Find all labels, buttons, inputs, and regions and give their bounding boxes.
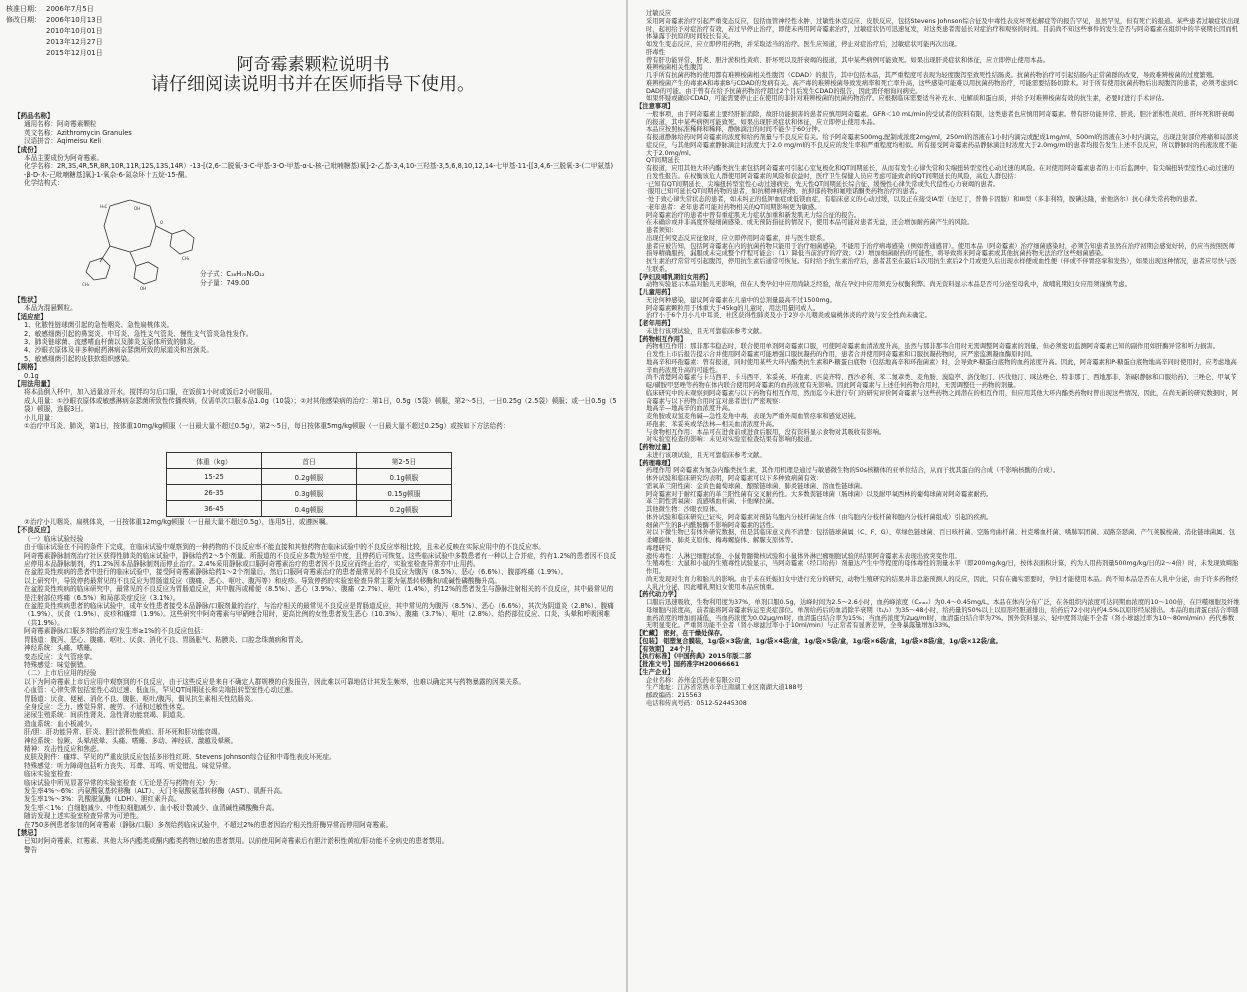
revision-date-row	[6, 26, 103, 37]
paragraph: 采用阿奇霉素治疗引起严重变态反应，包括血管神经性水肿、过敏性休克反应、皮肤反应，包括Stevens Johnson综合征及中毒性表皮坏死松解症等的报告罕见，虽然罕见，但有死亡的报道。某些患者过敏症状出现时，起初给予对症治疗有效，若过早停止治疗，即使未再用阿奇霉素治疗，过敏症状仍可迅速复发，对这类患者需延长对症治疗和观察的时间。目前尚不知这些事件的发生是否与阿奇霉素在组织中的半衰期长因而机体暴露于抗原的时间较长有关。	[646, 17, 1240, 41]
paragraph: 全身反应：乏力、感觉异常、疲劳、不适和过敏性休克。	[24, 702, 189, 711]
paragraph: 抗生素治疗常常可引起腹泻，停用抗生素后通常可恢复。有时给予抗生素治疗后，患者甚至在最后1次用抗生素后2个月或更久后出现水样便或血性便（伴或不伴胃痉挛和发热），如果出现这种情况，患者应尽快与医生联系。	[646, 258, 1237, 273]
revision-date-value: 2015年12月01日	[46, 49, 103, 57]
paragraph: 曾有肝功能异常、肝炎、胆汁淤积性黄疸、肝坏死以及肝衰竭的报道，其中某些病例可能致死。如果出现肝炎症状和体征，应立即停止使用本品。	[646, 56, 1049, 64]
section-header: 【孕妇及哺乳期妇女用药】	[636, 273, 712, 281]
paragraph: 体外试验和临床研究已证实，阿奇霉素对预防鸟胞内分枝杆菌复合体（由鸟胞内分枝杆菌和胞内分枝杆菌组成）引起的疾病。	[646, 513, 993, 521]
dose-table-header-cell: 体重（kg）	[167, 453, 262, 469]
paragraph: 体外试验和临床研究均表明，阿奇霉素可以下多种致病菌有效：	[646, 475, 823, 482]
right-column-text	[636, 10, 1240, 708]
table-row	[167, 485, 452, 501]
paragraph: 地高辛—地高辛的血浓度升高。	[646, 405, 735, 413]
section-header: 【适应症】	[14, 312, 47, 321]
document-title: 阿奇霉素颗粒说明书	[236, 55, 390, 75]
section-header: 【生产企业】	[636, 668, 674, 676]
revision-date-label: 修改日期：	[6, 16, 41, 24]
section-line: 成人用量：①沙眼衣原体或敏感淋病奈瑟菌所致性传播疾病，仅需单次口服本品1.0g（10袋）；②对其他感染病的治疗：第1日，0.5g（5袋）顿服，第2～5日，一日0.25g（2.5袋）顿服；或一日0.5g（5袋）顿服，连服3日。	[24, 396, 617, 414]
paragraph: 对实验室检查的影响：未见对实验室检查结果有影响的报道。	[646, 436, 817, 444]
revision-date-value: 2006年10月13日	[46, 16, 103, 24]
paragraph: 过敏反应	[646, 10, 672, 17]
paragraph: 麦角胺或双氢麦角碱—急性麦角中毒，表现为严重外周血管痉挛和感觉迟钝。	[646, 413, 861, 420]
name-section	[14, 112, 614, 188]
pinyin-name: 汉语拼音：Aqimeisu Keli	[24, 137, 102, 146]
paragraph: 阿奇霉素静脉制剂治疗社区获得性肺炎的临床试验中，静脉给药2～5个剂量。所报道的不良反应多数为轻至中度，且停药后可恢复。这些临床试验中多数患者有一种以上合并症，约有1.2%的患者因不良反应停用本品静脉制剂，约1.2%因本品静脉制剂而停止治疗。2.4%采用静脉或口服阿奇霉素治疗的患者因不良反应而终止治疗，实验室检查异常亦中止用药。	[24, 551, 617, 569]
paragraph: 邮政编码：215563	[646, 692, 702, 699]
paragraph: （二）上市后应用的经验	[24, 669, 97, 678]
section-header: 【用法用量】	[14, 380, 54, 389]
section-line: 3、肺炎链球菌、流感嗜血杆菌以及肺炎支原体所致的肺炎。	[24, 338, 200, 347]
paragraph: 动物实验显示本品对胎儿无影响，但在人类孕妇中应用尚缺乏经验，故在孕妇中应用须充分权衡利弊。尚无资料显示本品是否可分泌至母乳中，故哺乳期妇女应用须谨慎考虑。	[646, 281, 1131, 289]
paragraph: 本品应按照标准稀释和稀释，静脉滴注的时间不能少于60分钟。	[646, 126, 825, 134]
section-line: 2、敏感细菌引起的鼻窦炎、中耳炎、急性支气管炎、慢性支气管炎急性发作。	[24, 329, 253, 338]
paragraph: 在盆腔炎性疾病患者的临床试验中，成年女性患者接受本品静脉/口服剂量的治疗，与治疗相关的最常见不良反应是胃肠道反应，其中常见的为腹泻（8.5%）、恶心（6.6%），其次为阴道炎（2.8%）、腹痛（1.9%）、厌食（1.9%）、皮疹和瘙痒（1.9%）。这些研究中阿奇霉素与甲硝唑合用时，更高比例的女性患者发生恶心（10.3%）、腹痛（3.7%）、呕吐（2.8%）、给药部位反应、口炎、头晕和呼吸困难（共1.9%）。	[24, 602, 614, 627]
paragraph: 发生率1%～3%：乳酸脱氢酶（LDH）、胆红素升高。	[24, 795, 181, 804]
section-header: 【儿童用药】	[636, 289, 674, 296]
revision-date-value: 2013年12月27日	[46, 38, 103, 46]
paragraph: 无论何种感染，建议阿奇霉素在儿童中的总剂量最高不过1500mg。	[646, 296, 836, 304]
paragraph: 特殊感觉：听力障碍包括听力丧失、耳聋、耳鸣、听觉错乱、味觉异常。	[24, 761, 235, 770]
paragraph: 环孢素、苯妥英或华法林—相关血清浓度升高。	[646, 420, 779, 428]
paragraph: 已知对阿奇霉素、红霉素、其他大环内酯类或酮内酯类药物过敏的患者禁用。以前使用阿奇霉素后有胆汁淤积性黄疸/肝功能不全病史的患者禁用。	[24, 837, 449, 846]
pediatric-dose-table	[166, 452, 452, 517]
revision-date-label: 核准日期：	[6, 5, 41, 13]
paragraph: 如发生变态反应，应立即停用药物，并采取适当的治疗。医生应知道，停止对症治疗后，过敏症状可能再次出现。	[646, 41, 961, 48]
svg-text:H₃C: H₃C	[100, 204, 108, 209]
paragraph: 口服后迅速吸收，生物利用度为37%，单剂口服0.5g，达峰时间为2.5～2.6小时，血药峰浓度（Cₘₐₓ）为0.4～0.45mg/L。本品在体内分布广泛，在各组织内浓度可达同期血浓度的10～100倍，在巨噬细胞及纤维母细胞内浓度高，前者能将阿奇霉素转运至炎症部位。单剂给药后的血消除半衰期（t₁/₂）为35～48小时，给药量的50%以上以原形经胆道排出，给药后72小时内约4.5%以原形经尿排出。本品的血清蛋白结合率随血药浓度的增加而减低，当血药浓度为0.02μg/ml时，血清蛋白结合率为15%；当血药浓度为2μg/ml时，血清蛋白结合率为7%。国外资料显示，轻中度肾功能不全者（肾小球滤过率为10～80ml/min）药代参数无明显变化。严重肾功能不全者（肾小球滤过率小于10ml/min）与正常者有显著差异，全身暴露量增加33%。	[646, 599, 1240, 630]
section-line: 5、敏感细菌引起的皮肤软组织感染。	[24, 354, 134, 363]
paragraph: 对以下微生物已有体外研究数据，但是其临床意义尚不清楚：包括链球菌属（C、F、G）、草绿色链球菌、百日咳杆菌、空肠弯曲杆菌、杜克嗜血杆菌、嗜肺军团菌、双路奈瑟菌、产气荚膜梭菌、消化链球菌属、包柔螺旋体、肺炎支原体、梅毒螺旋体、解脲支原体等。	[646, 529, 1236, 544]
paragraph: 以下为阿奇霉素上市后应用中观察到的不良反应，由于这些反应是来自不确定人群规模的自发报告，因此难以可靠地估计其发生频率，也难以确定其与药物暴露的因果关系。	[24, 677, 526, 686]
table-cell: 26-35	[167, 485, 262, 501]
section-header: 【有效期】 24个月。	[636, 645, 698, 653]
revision-date-row	[6, 37, 103, 48]
paragraph: 难辨梭菌相关性腹泻	[646, 64, 703, 72]
paragraph: 泌尿生殖系统：间质性肾炎、急性肾功能衰竭、阴道炎。	[24, 711, 189, 720]
table-cell: 0.3g顿服	[262, 485, 357, 501]
table-cell: 15-25	[167, 469, 262, 485]
paragraph: 电话和传真号码：0512-52445308	[646, 699, 747, 707]
paragraph: 警告	[24, 845, 38, 854]
section-line: 本品为混悬颗粒。	[24, 304, 77, 313]
section-header: 【批准文号】国药准字H20066661	[636, 661, 740, 668]
section-header: 【包装】 铝塑复合膜装，1g/袋×3袋/盒，1g/袋×4袋/盒，1g/袋×5袋/盒，1g/袋×6袋/盒，1g/袋×8袋/盒，1g/袋×12袋/盒。	[636, 637, 1002, 645]
paragraph: 阿奇霉素治疗的患者中曾有重症肌无力症状加重和新发肌无力综合征的报告。	[646, 211, 861, 219]
paragraph: 出现任何变态反应征象时，应立即停用阿奇霉素，并与医生联系。	[646, 234, 829, 242]
svg-text:CH₃: CH₃	[182, 256, 190, 261]
paragraph: 神经系统：头痛、嗜睡。	[24, 644, 97, 653]
svg-text:OH: OH	[134, 206, 141, 211]
paragraph: 遗传毒性：人淋巴细胞试验、小鼠骨髓微核试验和小鼠体外淋巴瘤细胞试验的结果阿奇霉素未表现出致突变作用。	[646, 552, 961, 560]
table-cell: 0.2g顿服	[262, 469, 357, 485]
paragraph: 难辨梭菌产生的毒素A和毒素B与CDAD的发病有关。高产毒的难辨梭菌导致发病率和死亡率升高，这些感染可能难以用抗菌药物治疗，可能需要结肠切除术。对于所有使用抗菌药物后出现腹泻的患者，必须考虑到CDAD的可能。由于曾有在给予抗菌药物治疗超过2个月后发生CDAD的报告，因此需仔细询问病史。	[646, 79, 1238, 95]
revision-date-label	[6, 37, 46, 48]
section-header: 【药物过量】	[636, 444, 674, 451]
paragraph: 企业名称：苏州金氏药业有限公司	[646, 676, 741, 684]
paragraph: 未进行该项试验，且无可靠临床参考文献。	[646, 327, 766, 335]
table-cell: 0.1g顿服	[357, 469, 452, 485]
english-name: 英文名称：Azithromycin Granules	[24, 128, 132, 137]
paragraph: 与食物相互作用：本品可在进食前或进食后服用，没有资料显示食物对其吸收有影响。	[646, 428, 886, 436]
paragraph: 神经系统：惊厥、头晕/眩晕、头痛、嗜睡、多动、神经质、激越及晕厥。	[24, 736, 238, 745]
composition-text: 本品主要成份为阿奇霉素。	[24, 154, 104, 163]
molecular-info	[200, 270, 265, 288]
paragraph: 皮肤及附件：瘙痒、罕见的严重皮肤反应包括多形性红斑、Stevens Johnson综合征和中毒性表皮坏死症。	[24, 753, 336, 762]
chemical-name: 化学名称：2R,3S,4R,5R,8R,10R,11R,12S,13S,14R）-13-[(2,6-二脱氧-3-C-甲基-3-O-甲基-α-L-核-己吡喃糖基)氧]-2-乙基-3,4,10-三羟基-3,5,6,8,10,12,14-七甲基-11-[[3,4,6-三脱氧-3-(二甲氨基)-β-D-木-己吡喃糖基]氧]-1-氧杂-6-氮杂环十五烷-15-酮。	[24, 162, 614, 179]
paragraph: ·处于致心律失常状态的患者，如未纠正的低钾血症或低镁血症，有临床意义的心动过缓，以及正在接受IA型（奎尼丁，普鲁卡因胺）和III型（多非利特，胺碘达隆，索他洛尔）抗心律失常药物的患者。	[646, 196, 1202, 203]
left-sections	[14, 296, 618, 431]
paragraph: 在盆腔炎性疾病的临床研究中，最常见的不良反应为胃肠道反应，其中腹泻或稀便（8.5%）、恶心（3.9%）、腹痛（2.7%）、呕吐（1.4%），约12%的患者发生与静脉注射相关的不良反应，其中最常见的是注射部位疼痛（6.5%）和局部炎症反应（3.1%）。	[24, 585, 614, 602]
paragraph: 阿奇霉素静脉/口服多剂给药治疗发生率≥1%的不良反应包括：	[24, 627, 208, 636]
paragraph: 患者须知:	[646, 227, 674, 234]
section-header: 【药代动力学】	[636, 591, 681, 599]
paragraph: 以上研究中，导致停药最常见的不良反应为胃肠道反应（腹痛、恶心、呕吐、腹泻等）和皮疹。导致停药的实验室检查异常主要为氨基转移酶和/或碱性磷酸酶升高。	[24, 576, 501, 585]
section-header: 【禁忌】	[14, 829, 41, 838]
paragraph: 药理作用 阿奇霉素为氮杂内酯类抗生素，其作用机理是通过与敏感微生物的50s核糖体的亚单位结合，从而干扰其蛋白的合成（不影响核酸的合成）。	[646, 467, 1060, 475]
section-line: 0.1g	[24, 371, 39, 380]
paragraph: 变态反应：支气管痉挛。	[24, 652, 97, 661]
section-header: 【成份】	[14, 145, 41, 154]
dose-table-header-cell: 首日	[262, 453, 357, 469]
paragraph: 患者应被告知，包括阿奇霉素在内的抗菌药物只能用于治疗细菌感染，不能用于治疗病毒感染（例如普通感冒）。使用本品（阿奇霉素）治疗细菌感染时，必须告知患者虽然在治疗初期会感觉好转，仍应当按照医师指导精确服药，漏服或未完成整个疗程可能会：（1）降低当前治疗的疗效；（2）增加细菌耐药的可能性，将导致将来阿奇霉素或其他抗菌药物无法治疗这些细菌感染。	[646, 242, 1235, 258]
dose-table-header-cell: 第2-5日	[357, 453, 452, 469]
revision-date-value: 2010年10月01日	[46, 27, 103, 35]
section-header: 【贮藏】 密封，在干燥处保存。	[636, 630, 727, 637]
paragraph: 生产地址：江苏省常熟市辛庄南湖工业区南湖大道188号	[646, 684, 803, 692]
leaflet-right-page	[628, 0, 1247, 992]
molecular-formula: 分子式：C₃₈H₇₂N₂O₁₂	[200, 270, 265, 278]
section-line: 1、化脓性链球菌引起的急性咽炎、急性扁桃体炎。	[24, 321, 174, 330]
paragraph: 随访发现上述实验室检查异常为可逆性。	[24, 812, 143, 821]
paragraph: 临床实验室检查：	[24, 770, 77, 779]
document-subtitle: 请仔细阅读说明书并在医师指导下使用。	[151, 74, 475, 95]
section-header: 【药品名称】	[14, 112, 54, 120]
paragraph: 尚不清楚阿奇霉素与卡马西平、卡马西平、苯妥英、环孢素、匹莫齐特、西沙必利、苯二氮䓬类、麦角胺、溴隐亭、洛伐他汀、匹伐他汀、咪达唑仑、特非那丁、西地那非、茶碱(静脉和口服给药)、三唑仑、甲氧苄啶/磺胺甲恶唑等药物在体内联合使用阿奇霉素的血药浓度有无影响。因此阿奇霉素与上述任何药物合用时，无需调整任一药物的剂量。	[646, 374, 1237, 389]
structure-label: 化学结构式：	[24, 179, 64, 188]
generic-name: 通用名称：阿奇霉素颗粒	[24, 120, 97, 129]
section-line: 将本品倒入杯中，加入适量凉开水，搅拌均匀后口服，在饭前1小时或饭后2小时服用。	[24, 388, 277, 397]
svg-text:OH: OH	[140, 286, 147, 291]
table-cell: 0.4g顿服	[262, 501, 357, 517]
dose-table-header	[167, 453, 452, 469]
paragraph: 治疗小于6个月小儿中耳炎、社区获得性肺炎及小于2岁小儿咽炎或扁桃体炎的疗效与安全性尚未确定。	[646, 312, 932, 320]
paragraph: 特殊感觉：味觉倒错。	[24, 660, 90, 669]
paragraph: ②治疗小儿咽炎、扁桃体炎，一日按体重12mg/kg顿服（一日最大量不超过0.5g），连用5日，或遵医嘱。	[24, 518, 332, 526]
section-header: 【执行标准】《中国药典》2015年版二部	[636, 653, 752, 661]
molecular-weight: 分子量：749.00	[200, 279, 250, 287]
paragraph: 一般事项，由于阿奇霉素主要经肝脏消除，故肝功能损害的患者应慎用阿奇霉素。GFR＜10 mL/min的受试者的资料有限，这类患者也应慎用阿奇霉素。曾有肝功能异常、肝炎、胆汁淤积性黄疸、肝坏死和肝衰竭的报道，其中某些病例可能致死。如果出现肝炎症状和体征，应立即停止使用本品。	[646, 110, 1235, 126]
paragraph: 发生率4%～6%：丙氨酸氨基转移酶（ALT）、天门冬氨酸氨基转移酶（AST）、肌酐升高。	[24, 787, 287, 795]
svg-text:O: O	[160, 220, 164, 225]
paragraph: 在盆腔炎性疾病的患者中进行的临床试验中，接受阿奇霉素静脉给药1～2个剂量后，然后口服阿奇霉素治疗的患者最常见的不良反应为腹泻（8.5%）、恶心（6.6%）、腹部疼痛（1.9%）。	[24, 568, 568, 577]
chemical-structure-diagram	[80, 196, 200, 292]
section-header: 【药理毒理】	[636, 459, 674, 467]
revision-date-value: 2006年7月5日	[46, 5, 94, 13]
svg-text:CH₃: CH₃	[82, 282, 90, 287]
section-header: 【药物相互作用】	[636, 335, 687, 343]
table-cell: 0.15g顿服	[357, 485, 452, 501]
section-header: 【性状】	[14, 296, 41, 304]
paragraph: 其他微生物：沙眼衣原体。	[646, 506, 722, 513]
table-cell: 0.2g顿服	[357, 501, 452, 517]
paragraph: 精神：攻击性反应和焦虑。	[24, 744, 104, 753]
paragraph: 药物相互作用：那非那韦稳态时，联合使用单剂阿奇霉素口服，可使阿奇霉素血清浓度升高，虽然与那非那韦合用时无需调整阿奇霉素的剂量，但必须密切监测阿奇霉素已知的副作用如肝酶异常和听力损害。	[646, 343, 1220, 351]
paragraph: 生殖毒性：大鼠和小鼠的生殖毒性试验显示，当阿奇霉素（经口给药）剂量达产生中等程度的母体毒性的剂量水平（即200mg/kg/日，按体表面积计算，约为人用药剂量500mg/kg/日的2～4倍）时，未发现致畸胎作用。	[646, 560, 1239, 575]
section-header: 【不良反应】	[14, 526, 54, 535]
paragraph: 造血系统：血小板减少。	[24, 719, 97, 728]
paragraph: 未进行该项试验，且无可靠临床参考文献。	[646, 451, 766, 459]
paragraph: 阿奇霉素颗粒用于体重大于45kg的儿童时，用法用量同成人。	[646, 304, 820, 312]
section-line: 4、沙眼衣原体及非多种耐药淋病奈瑟菌所致的尿道炎和宫颈炎。	[24, 346, 213, 355]
paragraph: 胃肠道：厌食、便秘、消化不良、腹胀、呕吐/腹泻，偶见抗生素相关性结肠炎。	[24, 694, 258, 703]
paragraph: 尚无发现对生育力和胎儿的影响。由于未在妊娠妇女中进行充分的研究，动物生殖研究的结果并非总能预测人的反应，因此，只有在确实需要时，孕妇才能使用本品。尚不知本品是否在人乳中分泌，由于许多药物经人乳汁分泌，因此哺乳期妇女使用本品应慎重。	[646, 575, 1238, 591]
paragraph: （一）临床试验经验	[24, 534, 84, 543]
revision-date-row	[6, 4, 103, 15]
paragraph: 地高辛和环孢霉素：曾有报道，同时使用某些大环内酯类抗生素和P-糖蛋白底物（包括地高辛和环孢菌素）时，会导致P-糖蛋白底物的血药浓度升高。因此，阿奇霉素和P-糖蛋白底物地高辛同时使用时，应考虑地高辛血药浓度升高的可能性。	[646, 358, 1237, 374]
table-row	[167, 501, 452, 517]
section-header: 【规格】	[14, 363, 41, 372]
section-header: 【注意事项】	[636, 103, 674, 110]
paragraph: 肝/胆：肝功能异常、肝炎、胆汁淤积性黄疸、肝坏死和肝功能衰竭。	[24, 728, 225, 737]
paragraph: 毒理研究	[646, 544, 672, 552]
paragraph: 临床试验中所见显著异常的实验室检查（无论是否与药物有关）为：	[24, 778, 222, 787]
section-header: 【老年用药】	[636, 320, 674, 327]
paragraph: 由于临床试验在不同的条件下完成，在临床试验中观察到的一种药物的不良反应率不能直接和其他药物在临床试验中的不良反应率相比较，且未必反映在实际应用中的不良反应率。	[24, 543, 545, 552]
table-cell: 36-45	[167, 501, 262, 517]
revision-date-row	[6, 15, 103, 26]
paragraph: 临床研究中的未观察到阿奇霉素与以下药物有相互作用，然而迄今未进行专门的研究评价阿奇霉素与这些药物之间潜在的相互作用，但应用其他大环内酯类药物时曾出现这些情况，因此，在尚无新的研究数据时，阿奇霉素与以下药物合用时宜对患者进行严密观察：	[646, 389, 1238, 405]
paragraph: 在750多例患者参加的阿奇霉素（静脉/口服）多剂给药临床试验中，不超过2%的患者因治疗相关性肝酶异常而停用阿奇霉素。	[24, 820, 393, 829]
paragraph: ·服用已知可延长QT间期药物的患者，如抗精神病药物、抗抑郁药物和氟喹诺酮类药物治疗的患者。	[646, 188, 922, 196]
paragraph: ·老年患者：老年患者可能对药物相关的QT间期影响更为敏感。	[646, 203, 821, 211]
paragraph: 胃肠道：腹泻、恶心、腹痛、呕吐、厌食、消化不良、胃肠胀气、粘膜炎、口腔念珠菌病和胃炎。	[24, 635, 308, 644]
paragraph: QT间期延长	[646, 157, 680, 165]
paragraph: 需氧革兰阳性菌：金黄色葡萄球菌、酿脓链球菌、肺炎链球菌、溶血性链球菌。	[646, 482, 867, 490]
paragraph: 心血管：心律失常包括室性心动过速、低血压，罕见QT间期延长和尖端扭转型室性心动过速。	[24, 686, 297, 695]
paragraph: 几乎所有抗菌药物的使用都有难辨梭菌相关性腹泻（CDAD）的报告，其中包括本品，其严重程度可表现为轻度腹泻至致死性结肠炎。抗菌药物治疗可引起结肠内正常菌群的改变，导致难辨梭菌的过度繁殖。	[646, 72, 1219, 79]
paragraph: 发生率＜1%：白细胞减少、中性粒细胞减少、血小板计数减少、血清碱性磷酸酶升高。	[24, 803, 279, 812]
paragraph: 细菌产生的β-内酰胺酶不影响阿奇霉素的活性。	[646, 521, 779, 529]
paragraph: 在未确诊或并非高度怀疑细菌感染、或无预防指征的情况下，使用本品可能对患者无益，还会增加耐药菌产生的风险。	[646, 219, 974, 227]
table-row	[167, 469, 452, 485]
paragraph: 革兰阴性需氧菌：流感嗜血杆菌、卡他摩拉菌。	[646, 498, 779, 506]
paragraph: 有报道，应用其他大环内酯类抗生素包括阿奇霉素可引起心室复极化和QT间期延长，从而有发生心律失常和尖端扭转型室性心动过速的风险。在对使用阿奇霉素患者的上市后监测中，有尖端扭转型室性心动过速的自发性报告。在权衡该危人群使用阿奇霉素的风险和获益时，医疗卫生保健人员应考虑可能致命的QT间期延长的风险，高危人群包括：	[646, 165, 1235, 180]
section-line: 小儿用量：	[24, 413, 57, 422]
paragraph: 如果怀疑或确诊CDAD，可能需要停止正在使用的非针对难辨梭菌的抗菌药物治疗。应根据临床需要适当补充水、电解质和蛋白质，并给予对难辨梭菌有效的抗生素，必要时进行手术评估。	[646, 95, 1169, 103]
revision-date-label	[6, 26, 46, 37]
paragraph: 阿奇霉素对于耐红霉素的革兰阳性菌有交叉耐药性。大多数粪链球菌（肠球菌）以及耐甲氧西林的葡萄球菌对阿奇霉素耐药。	[646, 490, 993, 498]
paragraph: 自发性上市后报告提示合并使用阿奇霉素可能增强口服抗凝药的作用，患者合并使用阿奇霉素和口服抗凝药物时，应严密监测凝血酶原时间。	[646, 351, 1037, 358]
section-line: ①治疗中耳炎、肺炎，第1日，按体重10mg/kg顿服（一日最大量不超过0.5g），第2～5日，每日按体重5mg/kg顿服（一日最大量不超过0.25g）或按如下方法给药：	[24, 422, 510, 431]
paragraph: ·已知有QT间期延长、尖端扭转型室性心动过速病史、先天性QT间期延长综合征、缓慢性心律失常或失代偿性心力衰竭的患者。	[646, 180, 1000, 188]
adverse-reactions-section	[14, 518, 618, 854]
paragraph: 肝毒性	[646, 48, 665, 56]
paragraph: 有报道静脉给药时阿奇霉素的浓度和给药剂量与不良反应有关。给予阿奇霉素500mg,配制成浓度2mg/ml，250ml的溶液在1小时内滴完或配成1mg/ml，500ml的溶液在3小时内滴完，出现注射部位疼痛和局部炎症反应，与其他阿奇霉素静脉滴注时浓度大于2.0 mg/ml的不良反应的发生率和严重程度均相似。所有接受阿奇霉素药品静脉滴注时浓度大于2.0mg/ml的患者均报告发生上述不良反应，所以静脉时的药液浓度不能大于2.0mg/ml。	[646, 134, 1239, 157]
